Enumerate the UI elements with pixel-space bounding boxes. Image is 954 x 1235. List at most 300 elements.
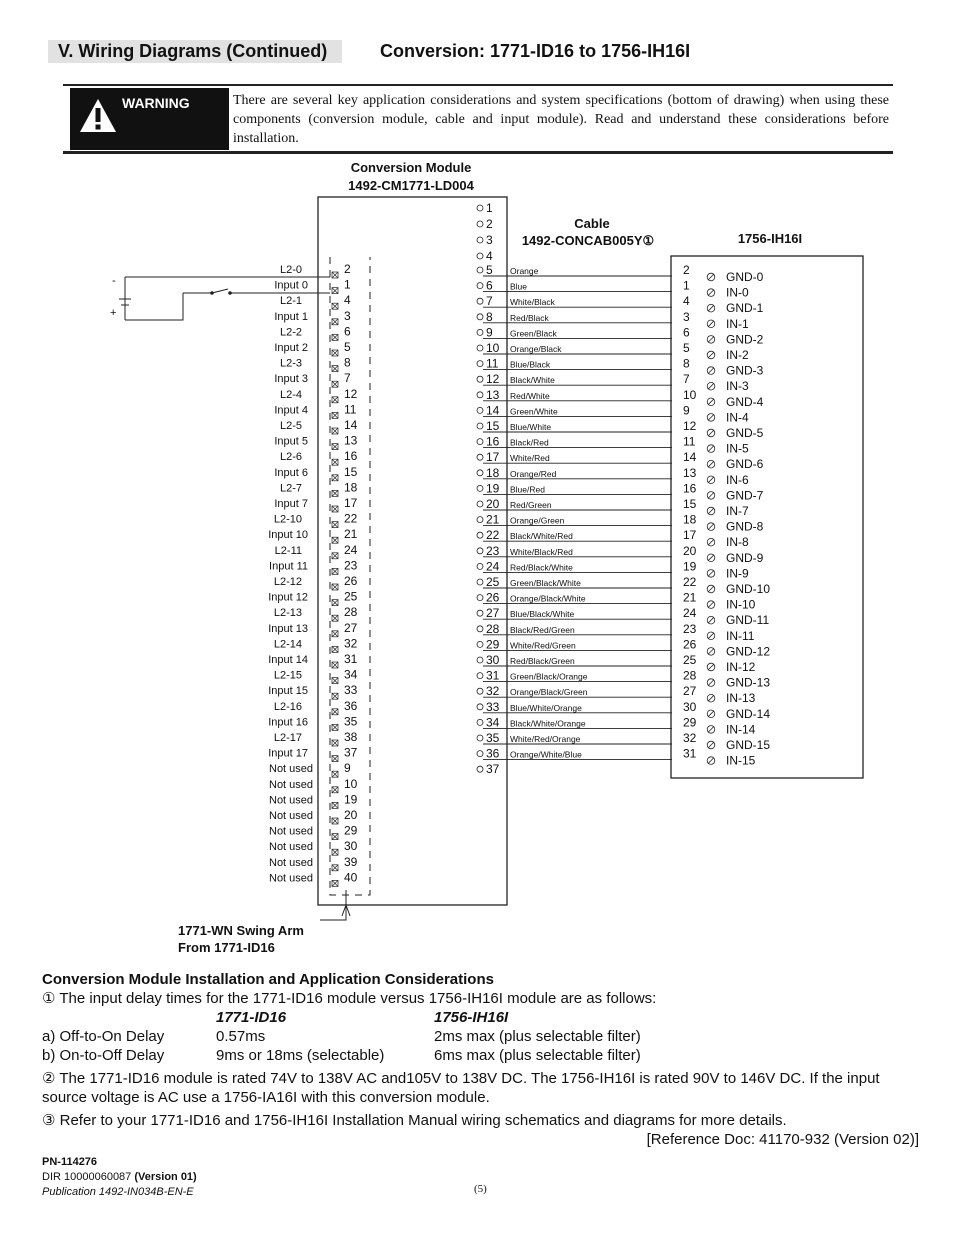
ih16i-signal-label: IN-4 [726,410,749,425]
terminal-cross-icon [332,412,338,418]
ih16i-terminal-slash-icon [708,446,714,452]
cm-pin: 22 [486,528,500,543]
row-b-value-1: 9ms or 18ms (selectable) [216,1047,385,1064]
cm-pin: 19 [486,481,500,496]
l2-label: L2-17 [273,732,302,744]
ih16i-terminal-slash-icon [708,664,714,670]
cm-pin-terminal-icon [477,719,483,725]
ih16i-pin: 18 [683,512,697,527]
wire-color-label: Orange/Black/White [510,593,586,604]
swing-arm-pin: 21 [344,527,358,542]
wire-color-label: Orange/Black/Green [510,687,588,698]
ih16i-pin: 27 [683,684,697,699]
terminal-cross-icon [332,693,338,699]
cm-pin-terminal-icon [477,298,483,304]
terminal-cross-icon [332,584,338,590]
input-label: Input 10 [268,529,308,542]
ih16i-signal-label: GND-9 [726,550,764,565]
ih16i-signal-label: GND-12 [726,644,771,659]
note-3: ③ Refer to your 1771-ID16 and 1756-IH16I Installation Manual wiring schematics and diagrams for more details. [42,1112,787,1129]
wire-color-label: Black/White [510,375,555,386]
l2-label: L2-7 [279,482,302,495]
wire-color-label: Black/White/Orange [510,718,586,729]
cm-pin-terminal-icon [477,673,483,679]
cm-pin: 11 [486,356,499,371]
terminal-cross-icon [332,334,338,340]
swing-arm-pin: 28 [344,605,358,620]
terminal-cross-icon [332,678,338,684]
wire-color-label: White/Black/Red [510,546,573,557]
ih16i-pin: 4 [683,294,690,309]
wire-color-label: Red/Black [510,312,549,323]
cm-pin: 27 [486,606,500,621]
wire-color-label: Red/Black/Green [510,656,575,666]
cm-pin: 20 [486,497,500,511]
terminal-cross-icon [332,506,338,512]
reference-doc: [Reference Doc: 41170-932 (Version 02)] [646,1131,919,1148]
switch-contact [212,289,228,293]
swing-arm-pin: 7 [344,371,351,386]
input-label: Input 11 [269,560,308,573]
footer [42,1155,197,1200]
footer-version: (Version 01) [134,1171,197,1183]
cm-pin-terminal-icon [477,392,483,398]
swing-arm-pin: 33 [344,683,358,698]
ih16i-terminal-slash-icon [708,383,714,389]
ih16i-signal-label: GND-8 [726,519,764,534]
ih16i-signal-label: GND-13 [726,675,771,690]
cm-pin: 1 [486,201,493,215]
terminal-cross-icon [332,381,338,387]
ih16i-signal-label: GND-5 [726,426,764,440]
not-used-label: Not used [269,841,313,854]
terminal-cross-icon [332,802,338,808]
terminal-cross-icon [332,350,338,356]
input-label: Input 6 [274,466,308,479]
wire-color-label: Orange [510,266,539,276]
swing-arm-pin: 2 [344,262,351,276]
wire-color-label: Blue/White [510,422,552,432]
wire-color-label: Blue/Red [510,484,545,495]
ih16i-signal-label: GND-10 [726,582,771,596]
terminal-cross-icon [332,522,338,528]
note-1: ① The input delay times for the 1771-ID16 module versus 1756-IH16I module are as follows: [42,990,657,1007]
not-used-label: Not used [269,856,313,869]
wire-color-label: Red/Black/White [510,562,573,573]
swing-arm-pin: 39 [344,854,358,869]
ih16i-pin: 21 [683,590,697,605]
cm-pin-terminal-icon [477,751,483,757]
terminal-cross-icon [332,631,338,637]
wire-color-label: Orange/Green [510,515,565,526]
ih16i-pin: 7 [683,372,690,387]
cm-pin: 6 [486,278,493,293]
swing-arm-pin: 20 [344,808,358,822]
input-label: Input 4 [274,404,308,417]
footer-dir: DIR 10000060087 [42,1171,132,1183]
terminal-cross-icon [332,771,338,777]
cm-pin-terminal-icon [477,688,483,694]
terminal-cross-icon [332,818,338,824]
wiring-diagram [0,160,954,960]
ih16i-pin: 28 [683,668,697,683]
terminal-cross-icon [332,475,338,481]
ih16i-terminal-slash-icon [708,290,714,296]
wire-color-label: Green/Black [510,328,557,339]
swing-arm-pin: 4 [344,293,351,308]
row-a-label: a) Off-to-On Delay [42,1028,165,1045]
wire-color-label: Red/White [510,390,550,401]
cm-pin: 8 [486,309,493,324]
input-label: Input 2 [274,342,308,354]
input-label: Input 17 [268,747,308,760]
ih16i-terminal-slash-icon [708,399,714,405]
cm-pin: 5 [486,263,493,277]
swing-arm-pin: 37 [344,745,358,760]
swing-arm-pin: 1 [344,277,351,292]
ih16i-pin: 26 [683,637,697,652]
cm-pin: 25 [486,575,500,589]
ih16i-terminal-slash-icon [708,648,714,654]
footer-dir-line [42,1170,197,1185]
cm-pin: 37 [486,762,500,777]
input-label: Input 15 [268,685,308,698]
ih16i-signal-label: GND-2 [726,332,764,347]
ih16i-signal-label: GND-3 [726,363,764,378]
swing-arm-pin: 22 [344,511,358,526]
terminal-cross-icon [332,490,338,496]
swing-arm-pin: 38 [344,730,358,744]
l2-label: L2-5 [279,420,302,432]
ih16i-terminal-slash-icon [708,321,714,327]
ih16i-pin: 22 [683,575,697,589]
ih16i-terminal-slash-icon [708,368,714,374]
swing-arm-pin: 26 [344,574,358,588]
terminal-cross-icon [332,444,338,450]
ih16i-pin: 14 [683,450,697,465]
wire-color-label: Blue/Black [510,359,551,370]
swing-arm-pin: 11 [344,402,357,417]
not-used-label: Not used [269,794,313,807]
warning-text: There are several key application considerations and system specifications (bottom of drawing) when using these components (conversion module, cable and input module). Read and understand these considerations before installation. [233,93,889,146]
cm-pin: 32 [486,684,500,699]
cm-pin-terminal-icon [477,517,483,523]
cm-pin: 26 [486,590,500,605]
ih16i-terminal-slash-icon [708,617,714,623]
swing-arm-pin: 8 [344,355,351,370]
terminal-cross-icon [332,600,338,606]
ih16i-pin: 5 [683,341,690,355]
section-heading: V. Wiring Diagrams (Continued) [48,40,342,63]
wire-color-label: White/Red/Orange [510,734,581,744]
ih16i-terminal-slash-icon [708,508,714,514]
wire-color-label: Orange/Red [510,468,557,479]
ih16i-signal-label: GND-11 [726,613,770,628]
l2-label: L2-14 [273,638,302,651]
terminal-cross-icon [332,740,338,746]
ih16i-terminal-slash-icon [708,570,714,576]
cm-pin: 17 [486,450,500,465]
terminal-cross-icon [332,834,338,840]
l2-label: L2-2 [279,326,302,339]
note-2: ② The 1771-ID16 module is rated 74V to 138V AC and105V to 138V DC. The 1756-IH16I is rated 90V to 146V DC. If the input source voltage is AC use a 1756-IA16I with this conversion module. [42,1070,880,1106]
wire-color-label: White/Red [510,453,550,464]
cm-pin-terminal-icon [477,329,483,335]
cm-pin-terminal-icon [477,345,483,351]
ih16i-terminal-slash-icon [708,274,714,280]
swing-arm-pin: 5 [344,340,351,354]
swing-arm-pin: 34 [344,667,358,682]
terminal-cross-icon [332,459,338,465]
cm-pin: 35 [486,731,500,745]
wire-color-label: Green/Black/White [510,578,581,588]
considerations-section [42,970,927,1149]
ih16i-signal-label: IN-15 [726,753,756,768]
l2-label: L2-16 [273,700,302,713]
terminal-cross-icon [332,568,338,574]
ih16i-signal-label: IN-14 [726,722,756,737]
ih16i-terminal-slash-icon [708,758,714,764]
swing-arm-pin: 18 [344,480,358,495]
cm-pin-terminal-icon [477,485,483,491]
terminal-cross-icon [332,880,338,886]
cm-pin-terminal-icon [477,563,483,569]
ih16i-pin: 30 [683,699,697,714]
cm-pin: 34 [486,715,500,730]
ih16i-terminal-slash-icon [708,586,714,592]
ih16i-terminal-slash-icon [708,633,714,639]
cm-pin: 36 [486,746,500,761]
cm-pin-terminal-icon [477,423,483,429]
row-b-label: b) On-to-Off Delay [42,1047,165,1064]
ih16i-signal-label: IN-5 [726,441,749,456]
not-used-label: Not used [269,763,313,776]
terminal-cross-icon [332,288,338,294]
input-label: Input 1 [274,310,308,323]
swing-arm-pin: 17 [344,496,358,510]
swing-arm-pin: 12 [344,386,358,401]
row-b-value-2: 6ms max (plus selectable filter) [434,1047,641,1064]
ih16i-pin: 2 [683,263,690,277]
ih16i-signal-label: IN-2 [726,348,749,362]
ih16i-module-box [671,256,863,778]
delay-row-a [42,1027,927,1046]
not-used-label: Not used [269,778,313,791]
swing-arm-pin: 35 [344,714,358,729]
ih16i-pin: 23 [683,621,697,636]
swing-arm-pin: 40 [344,870,358,885]
ih16i-pin: 12 [683,419,697,433]
ih16i-pin: 13 [683,465,697,480]
diagram-pins [268,201,770,886]
supply-plus: + [110,307,117,319]
ih16i-terminal-slash-icon [708,336,714,342]
cm-pin-terminal-icon [477,376,483,382]
input-label: Input 3 [274,373,308,386]
wire-color-label: Green/Black/Orange [510,671,588,682]
cm-pin-terminal-icon [477,237,483,243]
conv-module-part: 1492-CM1771-LD004 [348,178,474,193]
ih16i-pin: 24 [683,606,697,621]
ih16i-pin: 8 [683,356,690,371]
swing-arm-pin: 30 [344,839,358,854]
swing-arm-pin: 14 [344,418,358,432]
cm-pin-terminal-icon [477,361,483,367]
ih16i-pin: 32 [683,731,697,745]
swing-arm-pin: 32 [344,636,358,651]
cm-pin-terminal-icon [477,735,483,741]
col-1756-ih16i: 1756-IH16I [434,1009,509,1026]
terminal-cross-icon [332,865,338,871]
input-label: Input 12 [268,591,308,604]
cm-pin: 23 [486,543,500,558]
ih16i-signal-label: IN-10 [726,597,756,612]
ih16i-signal-label: IN-9 [726,566,749,581]
wire-color-label: Black/White/Red [510,531,573,542]
l2-label: L2-0 [279,264,302,276]
cm-pin: 21 [486,512,500,527]
cm-pin: 16 [486,434,500,449]
terminal-cross-icon [332,646,338,652]
ih16i-signal-label: IN-0 [726,285,749,300]
ih16i-pin: 31 [683,746,697,761]
cm-pin: 3 [486,233,493,247]
input-label: Input 13 [268,622,308,635]
ih16i-pin: 17 [683,528,697,543]
wire-color-label: Blue [510,281,528,292]
ih16i-pin: 1 [683,278,690,293]
l2-label: L2-13 [273,607,302,620]
ih16i-signal-label: IN-3 [726,379,749,394]
ih16i-terminal-slash-icon [708,602,714,608]
terminal-cross-icon [332,397,338,403]
cm-pin-terminal-icon [477,626,483,632]
cm-pin: 13 [486,387,500,402]
l2-label: L2-11 [274,544,302,557]
ih16i-title: 1756-IH16I [737,231,803,246]
ih16i-signal-label: IN-1 [726,316,749,331]
ih16i-pin: 20 [683,543,697,558]
cm-pin: 24 [486,559,500,574]
ih16i-pin: 6 [683,325,690,340]
warning-triangle-icon [78,96,118,136]
ih16i-terminal-slash-icon [708,555,714,561]
ih16i-signal-label: GND-6 [726,457,764,472]
cable-title: Cable [574,216,610,231]
ih16i-signal-label: IN-8 [726,535,749,550]
ih16i-pin: 9 [683,403,690,418]
supply-minus: - [112,275,116,287]
ih16i-terminal-slash-icon [708,539,714,545]
not-used-label: Not used [269,825,313,838]
cm-pin: 9 [486,325,493,340]
cm-pin: 29 [486,637,500,652]
ih16i-pin: 3 [683,309,690,324]
cm-pin-terminal-icon [477,610,483,616]
cm-pin-terminal-icon [477,704,483,710]
cm-pin: 10 [486,341,500,355]
ih16i-terminal-slash-icon [708,742,714,748]
cm-pin: 7 [486,294,493,309]
cm-pin: 12 [486,372,500,387]
ih16i-terminal-slash-icon [708,711,714,717]
cm-pin-terminal-icon [477,532,483,538]
not-used-label: Not used [269,810,313,822]
cm-pin-terminal-icon [477,501,483,507]
cm-pin: 15 [486,419,500,433]
l2-label: L2-10 [273,513,302,526]
swing-arm-pin: 25 [344,589,358,604]
l2-label: L2-4 [279,388,302,401]
swing-arm-pin: 9 [344,761,351,776]
switch-node [228,291,232,295]
cm-pin: 30 [486,653,500,667]
swing-arm-pin: 13 [344,433,358,448]
cm-pin-terminal-icon [477,439,483,445]
ih16i-signal-label: GND-4 [726,394,764,409]
cm-pin-terminal-icon [477,595,483,601]
considerations-title: Conversion Module Installation and Application Considerations [42,971,494,988]
ih16i-pin: 16 [683,481,697,496]
swing-arm-line1: 1771-WN Swing Arm [178,923,304,938]
ih16i-signal-label: IN-12 [726,660,756,674]
switch-node [210,291,214,295]
swing-arm-line2: From 1771-ID16 [178,940,275,955]
terminal-cross-icon [332,615,338,621]
ih16i-pin: 29 [683,715,697,730]
cm-pin-terminal-icon [477,221,483,227]
input-label: Input 0 [274,279,308,292]
l2-label: L2-6 [279,451,302,464]
ih16i-terminal-slash-icon [708,477,714,483]
wire-color-label: Red/Green [510,500,552,510]
wire-color-label: Blue/White/Orange [510,702,582,713]
cm-pin-terminal-icon [477,407,483,413]
ih16i-signal-label: IN-7 [726,504,749,518]
cm-pin: 14 [486,403,500,418]
input-label: Input 16 [268,716,308,729]
terminal-cross-icon [332,553,338,559]
l2-label: L2-12 [273,576,302,588]
ih16i-terminal-slash-icon [708,352,714,358]
conv-module-title: Conversion Module [350,160,472,175]
cm-pin: 28 [486,621,500,636]
delay-table-header [42,1008,927,1027]
cm-pin: 2 [486,217,493,231]
cm-pin-terminal-icon [477,579,483,585]
cm-pin: 4 [486,249,493,263]
wire-color-label: White/Black [510,297,555,308]
ih16i-pin: 10 [683,387,697,402]
ih16i-terminal-slash-icon [708,414,714,420]
cm-pin-terminal-icon [477,205,483,211]
ih16i-pin: 19 [683,559,697,574]
input-label: Input 14 [268,654,308,666]
ih16i-terminal-slash-icon [708,492,714,498]
cm-pin-terminal-icon [477,454,483,460]
cm-pin-terminal-icon [477,314,483,320]
swing-arm-pin: 31 [344,652,358,666]
terminal-cross-icon [332,787,338,793]
terminal-cross-icon [332,272,338,278]
ih16i-signal-label: GND-1 [726,301,764,316]
row-a-value-2: 2ms max (plus selectable filter) [434,1028,641,1045]
cm-pin-terminal-icon [477,283,483,289]
l2-label: L2-1 [279,295,302,308]
ih16i-terminal-slash-icon [708,524,714,530]
ih16i-signal-label: IN-11 [726,628,755,643]
swing-arm-pin: 27 [344,620,358,635]
